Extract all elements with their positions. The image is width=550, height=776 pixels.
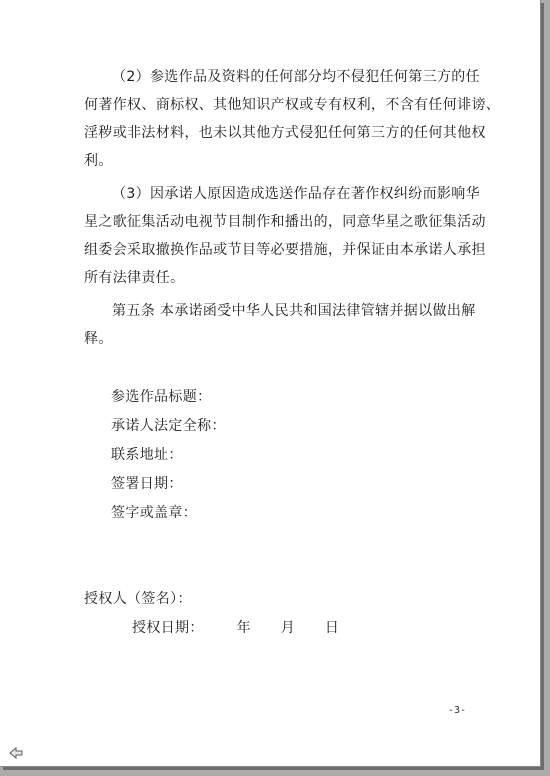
field-signature-seal: 签字或盖章： (111, 505, 198, 521)
paragraph-3-line-3: 组委会采取撤换作品或节目等必要措施，并保证由本承诺人承担 (84, 242, 486, 258)
article-5-line-1: 第五条 本承诺函受中华人民共和国法律管辖并据以做出解 (112, 303, 476, 319)
authorizer-label: 授权人（签名）： (84, 591, 192, 607)
paragraph-3-line-1: （3）因承诺人原因造成选送作品存在著作权纠纷而影响华 (112, 186, 481, 202)
year-label: 年 (236, 620, 251, 636)
field-promisor-name: 承诺人法定全称： (111, 418, 226, 434)
field-sign-date: 签署日期： (111, 476, 183, 492)
auth-date-row (132, 614, 532, 642)
field-entry-title: 参选作品标题： (111, 389, 212, 405)
month-label: 月 (280, 620, 296, 636)
paragraph-3-line-2: 星之歌征集活动电视节目制作和播出的，同意华星之歌征集活动 (84, 214, 486, 230)
auth-date-label: 授权日期： (132, 620, 204, 636)
article-5-line-2: 释。 (84, 331, 113, 347)
back-arrow-icon[interactable] (9, 746, 23, 760)
paragraph-3-line-4: 所有法律责任。 (84, 270, 185, 286)
paragraph-2-line-1: （2）参选作品及资料的任何部分均不侵犯任何第三方的任 (112, 69, 481, 85)
paragraph-2-line-4: 利。 (84, 153, 113, 169)
day-label: 日 (324, 620, 340, 636)
paragraph-2-line-2: 何著作权、商标权、其他知识产权或专有权利，不含有任何诽谤、 (84, 97, 501, 113)
page-number: -3- (448, 705, 467, 716)
paragraph-2-line-3: 淫秽或非法材料，也未以其他方式侵犯任何第三方的任何其他权 (84, 125, 486, 141)
field-address: 联系地址： (111, 447, 183, 463)
